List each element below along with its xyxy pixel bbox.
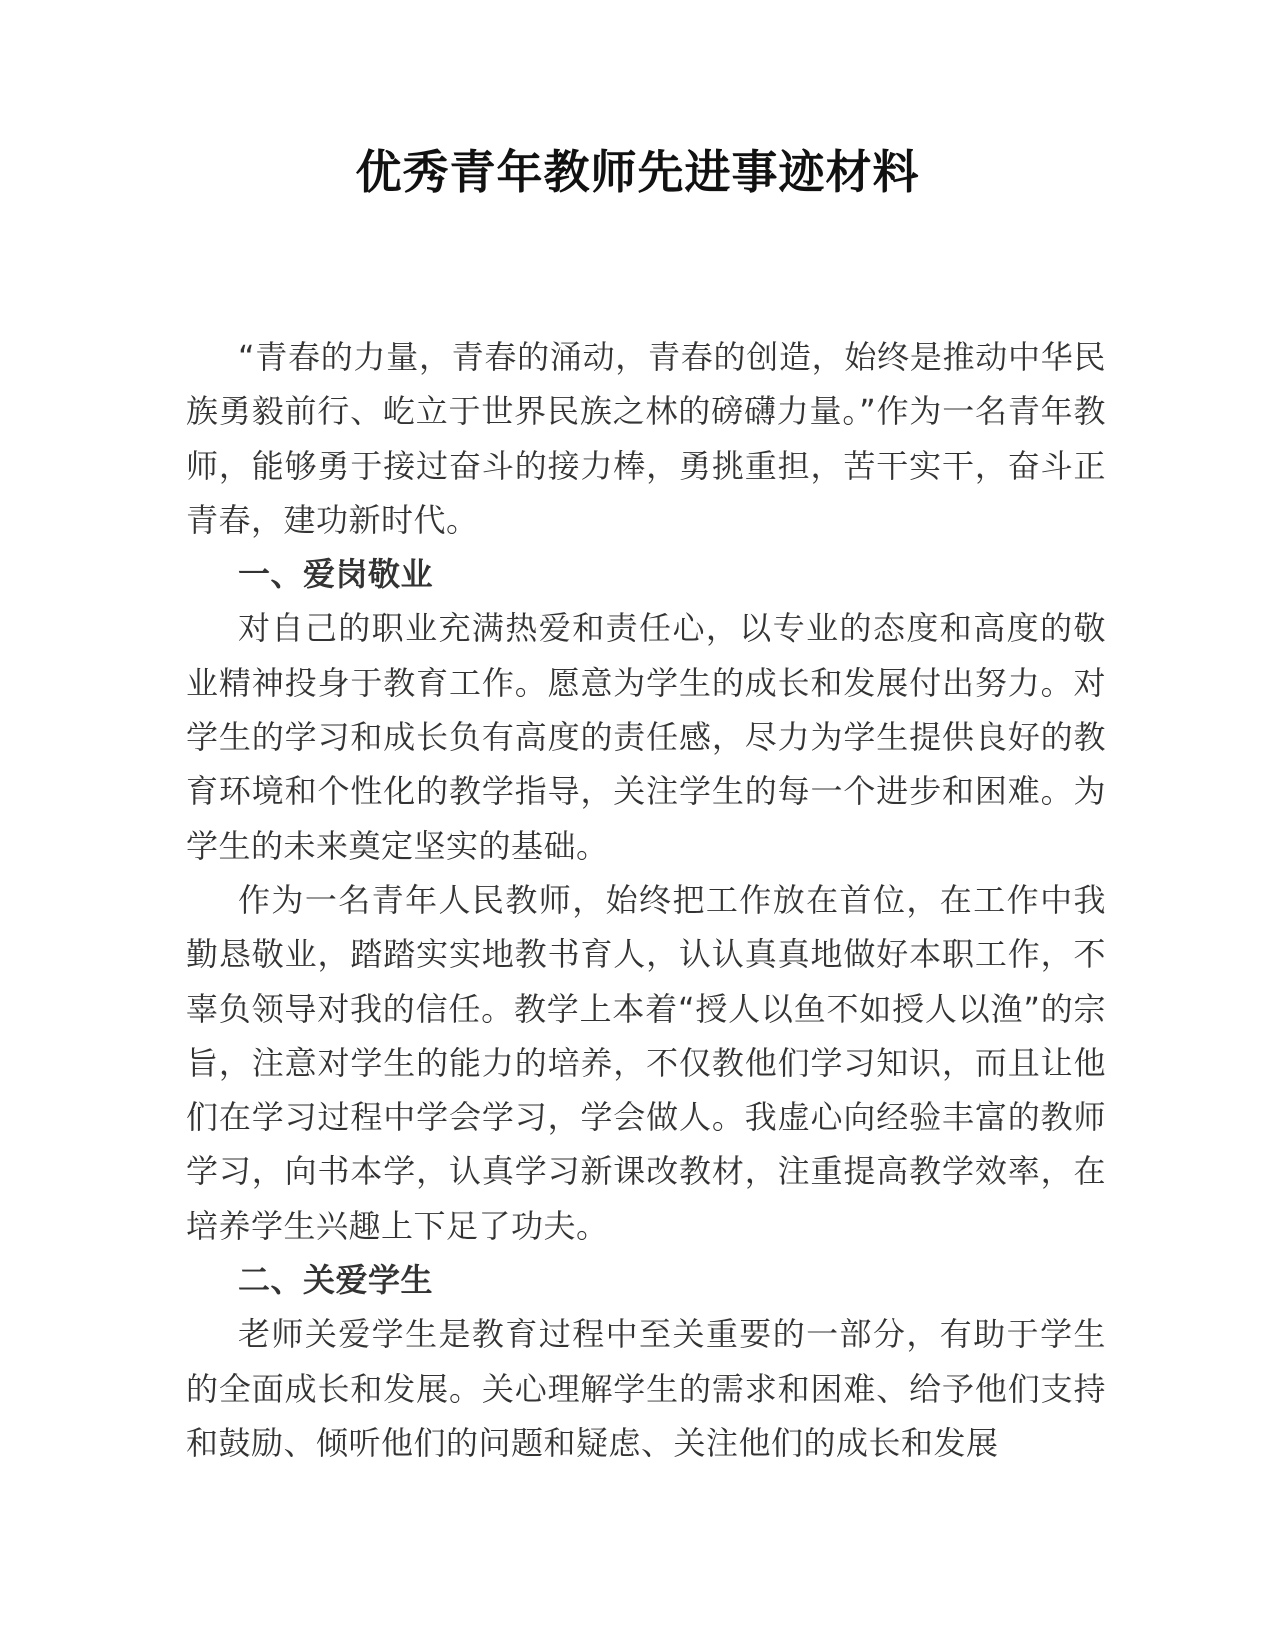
section-heading-1: 一、爱岗敬业 <box>238 555 434 594</box>
section-2-paragraph-1: 老师关爱学生是教育过程中至关重要的一部分，有助于学生的全面成长和发展。关心理解学生的需求和困难、给予他们支持和鼓励、倾听他们的问题和疑虑、关注他们的成长和发展 <box>186 1315 1106 1462</box>
document-title: 优秀青年教师先进事迹材料 <box>355 145 920 199</box>
section-1-paragraph-1: 对自己的职业充满热爱和责任心，以专业的态度和高度的敬业精神投身于教育工作。愿意为学生的成长和发展付出努力。对学生的学习和成长负有高度的责任感，尽力为学生提供良好的教育环境和个性化的教学指导，关注学生的每一个进步和困难。为学生的未来奠定坚实的基础。 <box>186 609 1106 865</box>
section-heading-2: 二、关爱学生 <box>238 1261 434 1300</box>
document-body <box>186 330 1106 1470</box>
section-1-paragraph-2: 作为一名青年人民教师，始终把工作放在首位，在工作中我勤恳敬业，踏踏实实地教书育人，认认真真地做好本职工作，不辜负领导对我的信任。教学上本着“授人以鱼不如授人以渔”的宗旨，注意对学生的能力的培养，不仅教他们学习知识，而且让他们在学习过程中学会学习，学会做人。我虚心向经验丰富的教师学习，向书本学，认真学习新课改教材，注重提高教学效率，在培养学生兴趣上下足了功夫。 <box>186 880 1106 1245</box>
intro-paragraph: “青春的力量，青春的涌动，青春的创造，始终是推动中华民族勇毅前行、屹立于世界民族之林的磅礴力量。”作为一名青年教师，能够勇于接过奋斗的接力棒，勇挑重担，苦干实干，奋斗正青春，建功新时代。 <box>186 338 1106 539</box>
